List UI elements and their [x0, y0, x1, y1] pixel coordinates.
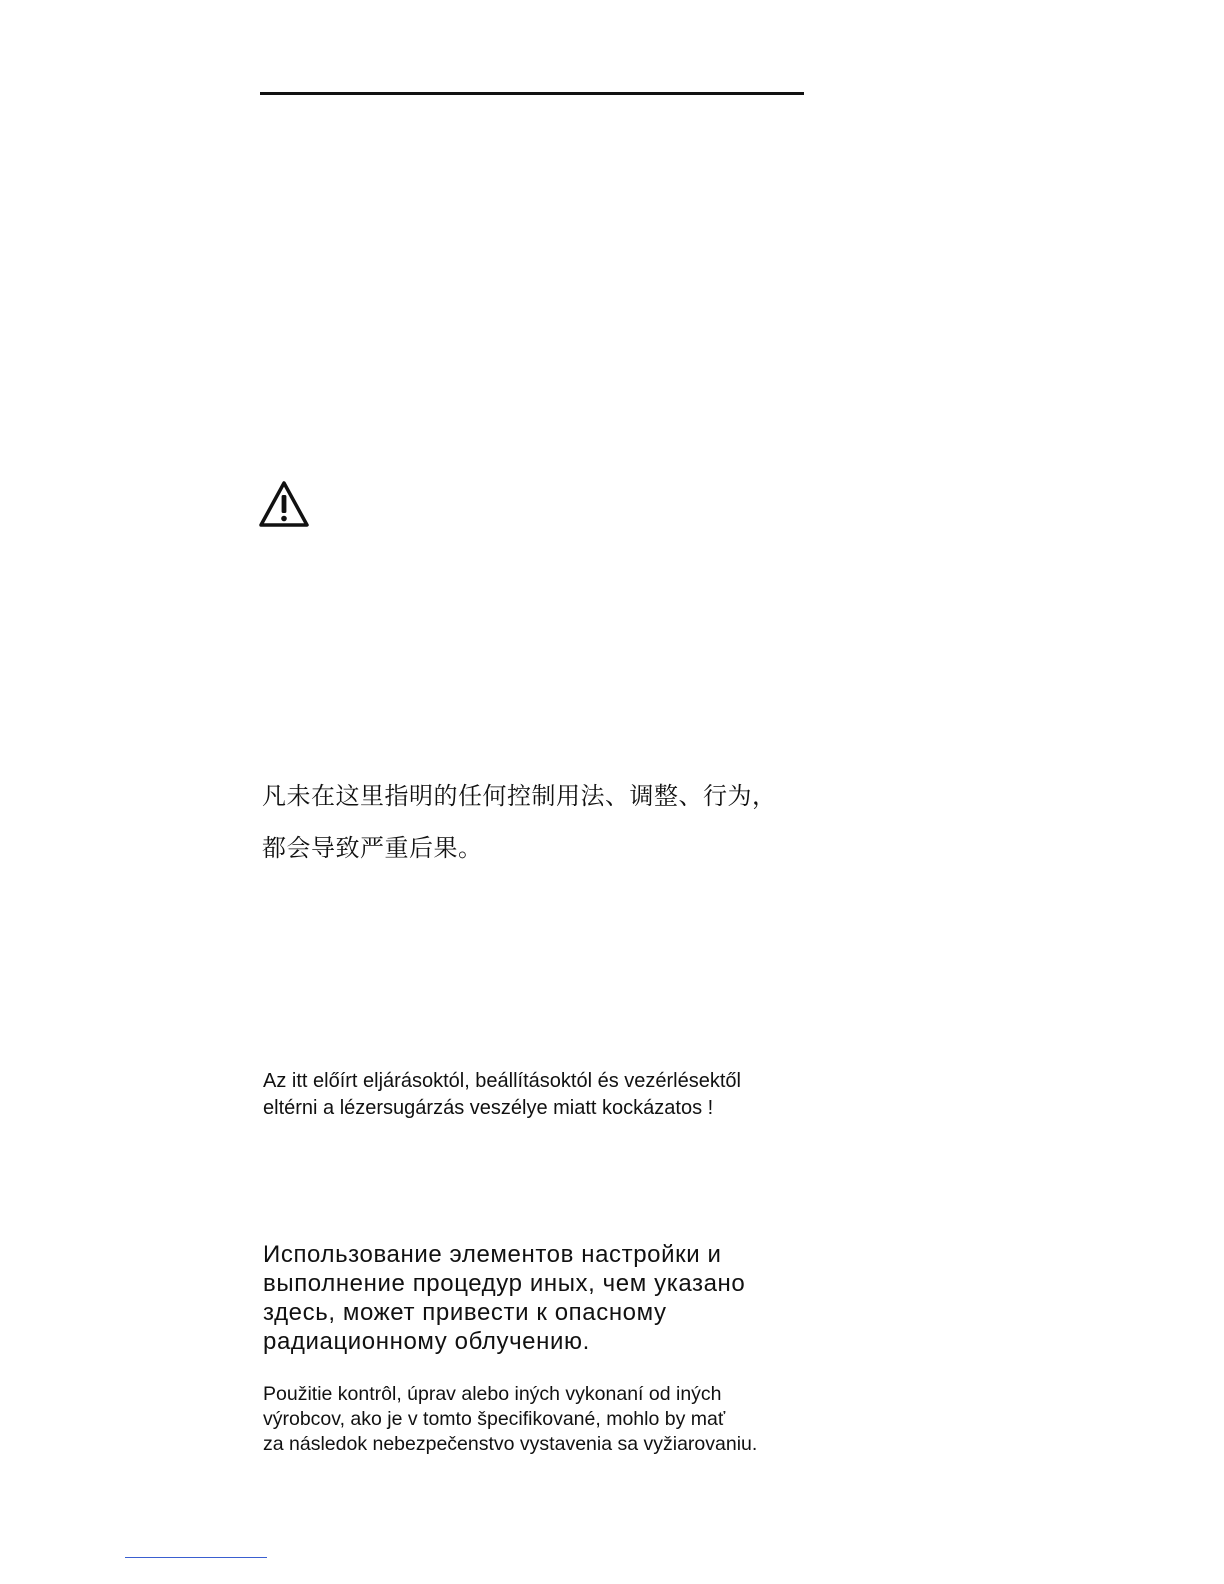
warning-triangle-icon [258, 480, 310, 528]
slovak-caution-line-2: výrobcov, ako je v tomto špecifikované, mohlo by mať [263, 1408, 726, 1430]
chinese-caution-line-1: 凡未在这里指明的任何控制用法、调整、行为， [262, 782, 777, 810]
russian-caution-paragraph [263, 1240, 745, 1356]
russian-caution-line-3: здесь, может привести к опасному [263, 1299, 667, 1326]
chinese-caution-line-2: 都会导致严重后果。 [262, 834, 483, 862]
hungarian-caution-line-2: eltérni a lézersugárzás veszélye miatt kockázatos ! [263, 1097, 714, 1119]
slovak-caution-line-1: Použitie kontrôl, úprav alebo iných vykonaní od iných [263, 1383, 722, 1405]
footer-rule [125, 1557, 267, 1558]
hungarian-caution-paragraph [263, 1068, 741, 1122]
russian-caution-line-2: выполнение процедур иных, чем указано [263, 1270, 746, 1297]
hungarian-caution-line-1: Az itt előírt eljárásoktól, beállításoktól és vezérlésektől [263, 1070, 741, 1092]
russian-caution-line-1: Использование элементов настройки и [263, 1241, 722, 1268]
slovak-caution-paragraph [263, 1382, 757, 1457]
header-rule [260, 92, 804, 95]
slovak-caution-line-3: za následok nebezpečenstvo vystavenia sa vyžiarovaniu. [263, 1433, 758, 1455]
russian-caution-line-4: радиационному облучению. [263, 1328, 590, 1355]
